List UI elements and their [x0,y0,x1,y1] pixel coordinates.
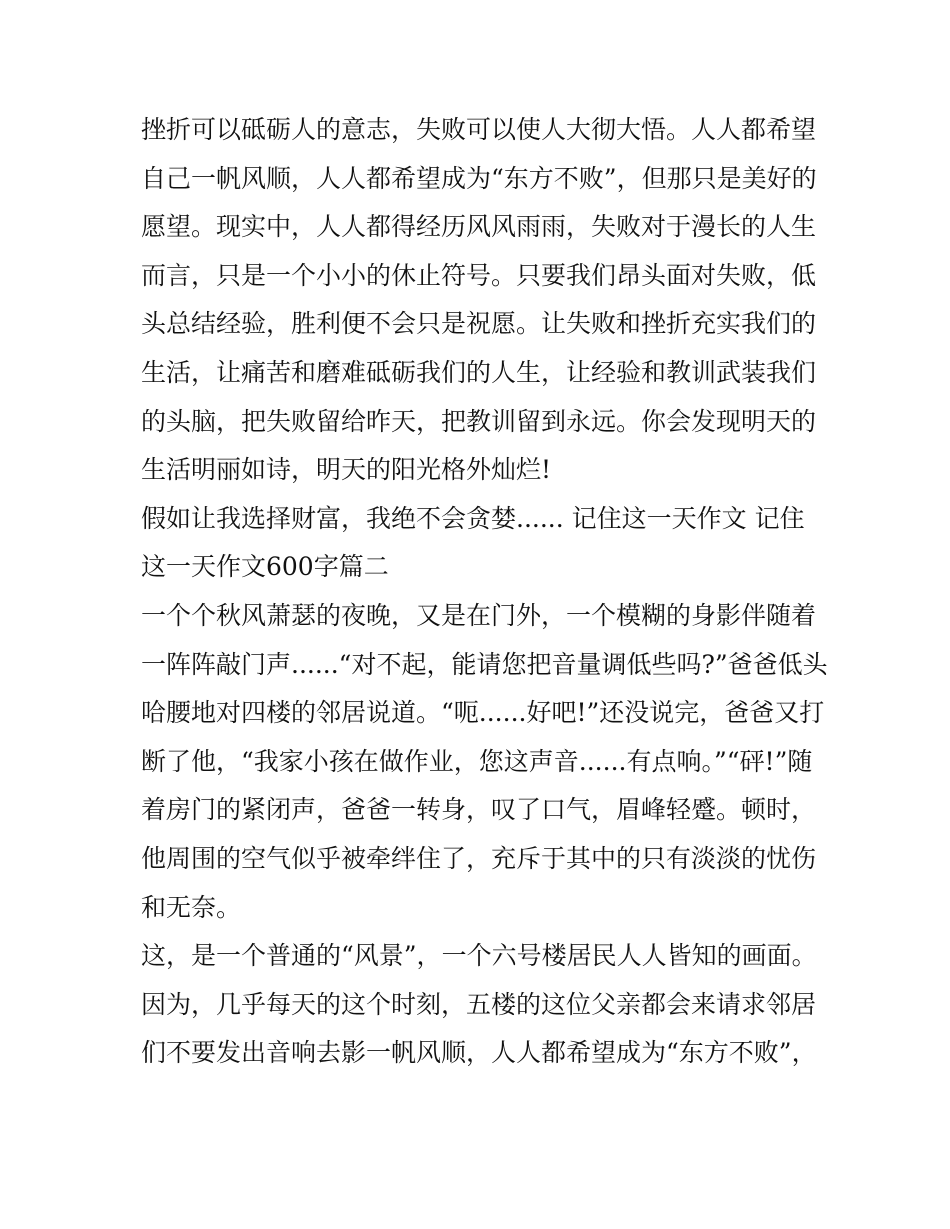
section-title: 这一天作文600字篇二 [141,552,389,582]
text-line: 和无奈。 [141,892,242,922]
text-line: 生活，让痛苦和磨难砥砺我们的人生，让经验和教训武装我们 [141,357,817,387]
text-line: 假如让我选择财富，我绝不会贪婪...... 记住这一天作文 记住 [141,503,805,533]
text-line: 挫折可以砥砺人的意志，失败可以使人大彻大悟。人人都希望 [141,115,817,144]
text-line: 自己一帆风顺，人人都希望成为“东方不败”，但那只是美好的 [141,163,817,193]
text-line: 生活明丽如诗，明天的阳光格外灿烂! [141,455,552,485]
text-line: 愿望。现实中，人人都得经历风风雨雨，失败对于漫长的人生 [141,212,817,242]
text-line: 哈腰地对四楼的邻居说道。“呃......好吧!”还没说完，爸爸又打 [141,698,825,728]
text-line: 一个个秋风萧瑟的夜晚，又是在门外，一个模糊的身影伴随着 [141,600,817,630]
text-line: 断了他，“我家小孩在做作业，您这声音......有点响。”“砰!”随 [141,746,813,776]
text-line: 而言，只是一个小小的休止符号。只要我们昂头面对失败，低 [141,260,817,290]
text-line: 头总结经验，胜利便不会只是祝愿。让失败和挫折充实我们的 [141,309,817,339]
text-line: 一阵阵敲门声......“对不起，能请您把音量调低些吗?”爸爸低头 [141,649,828,679]
text-line: 这，是一个普通的“风景”，一个六号楼居民人人皆知的画面。 [141,941,817,971]
text-line: 着房门的紧闭声，爸爸一转身，叹了口气，眉峰轻蹙。顿时， [141,795,817,825]
document-body [141,106,828,1078]
text-line: 因为，几乎每天的这个时刻，五楼的这位父亲都会来请求邻居 [141,989,817,1019]
text-line: 他周围的空气似乎被牵绊住了，充斥于其中的只有淡淡的忧伤 [141,843,817,873]
text-line: 们不要发出音响去影一帆风顺，人人都希望成为“东方不败”， [141,1038,817,1068]
text-line: 的头脑，把失败留给昨天，把教训留到永远。你会发现明天的 [141,406,817,436]
